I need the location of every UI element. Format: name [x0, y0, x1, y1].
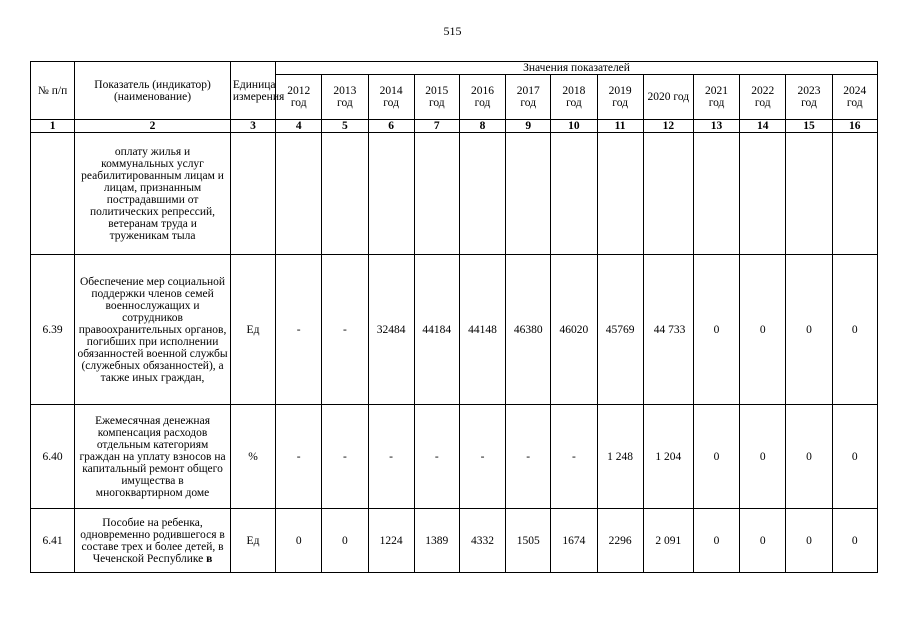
value-cell: 0 — [786, 255, 832, 405]
value-cell: 0 — [740, 509, 786, 573]
value-cell — [414, 133, 459, 255]
value-cell: 0 — [786, 509, 832, 573]
value-cell: - — [459, 405, 505, 509]
column-numbers-row — [31, 120, 878, 133]
column-number: 8 — [459, 120, 505, 133]
indicator-name — [75, 255, 231, 405]
column-number: 1 — [31, 120, 75, 133]
value-cell: 0 — [832, 255, 877, 405]
header-year: 2023 год — [786, 75, 832, 120]
header-year: 2024 год — [832, 75, 877, 120]
value-cell: 0 — [740, 405, 786, 509]
table-row — [31, 405, 878, 509]
indicator-name-bold-tail: в — [206, 552, 213, 565]
header-indicator: Показатель (индикатор) (наименование) — [75, 62, 231, 120]
value-cell: - — [506, 405, 551, 509]
column-number: 3 — [230, 120, 275, 133]
value-cell: 4332 — [459, 509, 505, 573]
header-year: 2019 год — [597, 75, 643, 120]
header-year: 2016 год — [459, 75, 505, 120]
value-cell: 32484 — [368, 255, 414, 405]
value-cell: 1 248 — [597, 405, 643, 509]
indicator-name — [75, 509, 231, 573]
value-cell — [322, 133, 368, 255]
value-cell — [368, 133, 414, 255]
column-number: 13 — [693, 120, 739, 133]
indicator-name-text: оплату жилья и коммунальных услуг реабилитированным лицам и лицам, признанным пострадавшими от политических репрессий, ветеранам труда и труженикам тыла — [81, 145, 224, 242]
header-year: 2020 год — [643, 75, 693, 120]
column-number: 6 — [368, 120, 414, 133]
header-year: 2022 год — [740, 75, 786, 120]
value-cell: 0 — [693, 405, 739, 509]
column-number: 12 — [643, 120, 693, 133]
value-cell — [832, 133, 877, 255]
table-row — [31, 509, 878, 573]
column-number: 2 — [75, 120, 231, 133]
value-cell — [276, 133, 322, 255]
table-row — [31, 133, 878, 255]
value-cell: 0 — [693, 255, 739, 405]
header-year: 2014 год — [368, 75, 414, 120]
value-cell: 0 — [832, 405, 877, 509]
value-cell: 0 — [276, 509, 322, 573]
row-number — [31, 133, 75, 255]
value-cell: - — [322, 405, 368, 509]
value-cell: 0 — [693, 509, 739, 573]
value-cell: 0 — [786, 405, 832, 509]
value-cell: - — [551, 405, 597, 509]
value-cell: - — [322, 255, 368, 405]
header-unit: Единица измерения — [230, 62, 275, 120]
header-year: 2012 год — [276, 75, 322, 120]
value-cell: 46380 — [506, 255, 551, 405]
unit-cell: % — [230, 405, 275, 509]
value-cell: - — [368, 405, 414, 509]
value-cell: 1505 — [506, 509, 551, 573]
value-cell — [597, 133, 643, 255]
column-number: 7 — [414, 120, 459, 133]
header-num: № п/п — [31, 62, 75, 120]
value-cell — [643, 133, 693, 255]
indicators-table — [30, 61, 878, 573]
row-number: 6.39 — [31, 255, 75, 405]
value-cell: - — [414, 405, 459, 509]
value-cell: 46020 — [551, 255, 597, 405]
unit-cell: Ед — [230, 255, 275, 405]
column-number: 14 — [740, 120, 786, 133]
value-cell — [459, 133, 505, 255]
value-cell: 0 — [740, 255, 786, 405]
column-number: 9 — [506, 120, 551, 133]
table-row — [31, 255, 878, 405]
unit-cell: Ед — [230, 509, 275, 573]
value-cell: 1389 — [414, 509, 459, 573]
value-cell: 0 — [832, 509, 877, 573]
column-number: 16 — [832, 120, 877, 133]
column-number: 5 — [322, 120, 368, 133]
header-year: 2015 год — [414, 75, 459, 120]
header-values-group: Значения показателей — [276, 62, 878, 75]
header-year: 2017 год — [506, 75, 551, 120]
value-cell: - — [276, 255, 322, 405]
value-cell — [786, 133, 832, 255]
value-cell: 1 204 — [643, 405, 693, 509]
value-cell: 1224 — [368, 509, 414, 573]
header-year: 2013 год — [322, 75, 368, 120]
value-cell: 2296 — [597, 509, 643, 573]
value-cell: 0 — [322, 509, 368, 573]
unit-cell — [230, 133, 275, 255]
value-cell: 44 733 — [643, 255, 693, 405]
indicator-name — [75, 405, 231, 509]
value-cell — [693, 133, 739, 255]
value-cell: 45769 — [597, 255, 643, 405]
table-body — [31, 133, 878, 573]
value-cell: 44184 — [414, 255, 459, 405]
value-cell: 1674 — [551, 509, 597, 573]
value-cell: 2 091 — [643, 509, 693, 573]
column-number: 4 — [276, 120, 322, 133]
row-number: 6.41 — [31, 509, 75, 573]
row-number: 6.40 — [31, 405, 75, 509]
value-cell: - — [276, 405, 322, 509]
indicator-name-text: Ежемесячная денежная компенсация расходов отдельным категориям граждан на уплату взносов на капитальный ремонт общего имущества в многоквартирном доме — [79, 414, 226, 499]
value-cell — [551, 133, 597, 255]
column-number: 10 — [551, 120, 597, 133]
value-cell: 44148 — [459, 255, 505, 405]
indicator-name-text: Обеспечение мер социальной поддержки членов семей военнослужащих и сотрудников правоохранительных органов, погибших при исполнении обязанностей военной службы (служебных обязанностей), а также иных граждан, — [77, 275, 228, 384]
indicator-name — [75, 133, 231, 255]
header-year: 2018 год — [551, 75, 597, 120]
value-cell — [740, 133, 786, 255]
header-year: 2021 год — [693, 75, 739, 120]
indicator-name-text: Пособие на ребенка, одновременно родившегося в составе трех и более детей, в Чеченской Республике — [80, 516, 225, 565]
page-number: 515 — [443, 24, 462, 38]
value-cell — [506, 133, 551, 255]
column-number: 15 — [786, 120, 832, 133]
column-number: 11 — [597, 120, 643, 133]
